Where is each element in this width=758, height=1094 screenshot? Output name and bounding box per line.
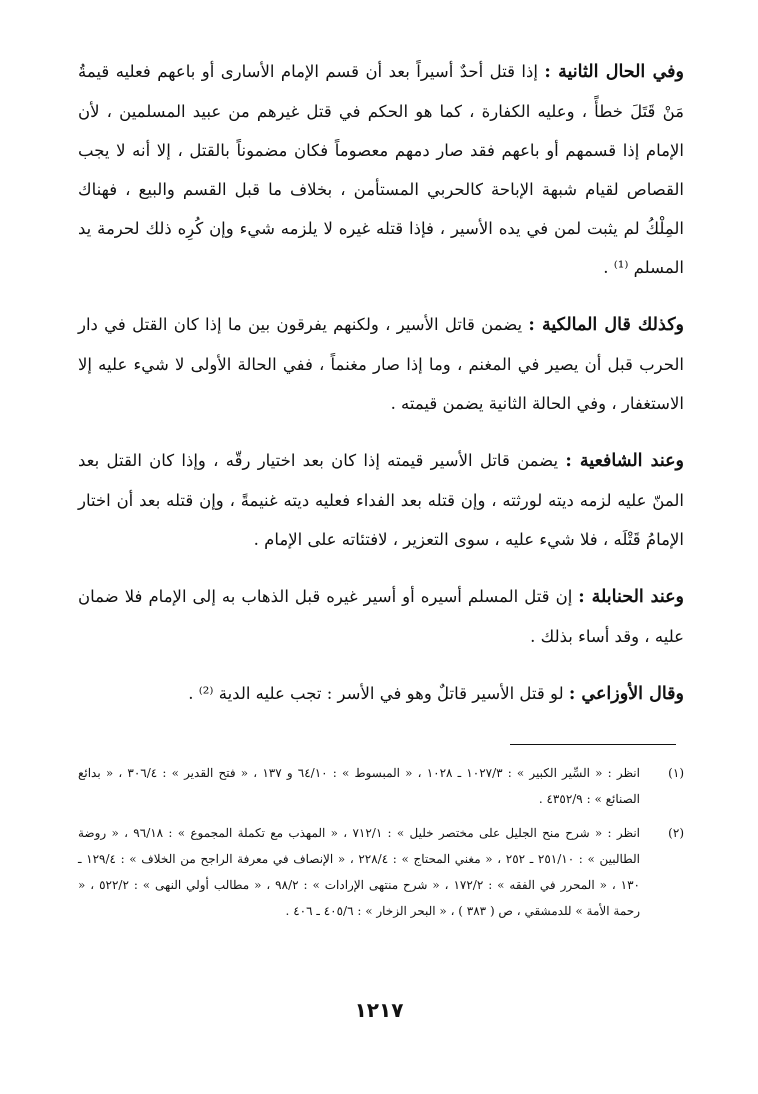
main-text <box>78 52 684 732</box>
paragraph-awzai <box>78 674 684 714</box>
paragraph-body: إن قتل المسلم أسيره أو أسير غيره قبل الذهاب به إلى الإمام فلا ضمان عليه ، وقد أساء بذلك . <box>78 587 684 646</box>
paragraph-lead: وقال الأوزاعي : <box>568 684 684 704</box>
paragraph-lead: وعند الحنابلة : <box>578 587 684 607</box>
paragraph-shafiiyya <box>78 441 684 559</box>
footnote-separator <box>510 744 676 745</box>
paragraph-lead: وفي الحال الثانية : <box>544 62 684 82</box>
footnote-number: (٢) <box>668 826 684 840</box>
paragraph-second-state <box>78 52 684 287</box>
footnote-text: انظر : « السِّير الكبير » : ١٠٢٧/٣ ـ ١٠٢٨ ، « المبسوط » : ٦٤/١٠ و ١٣٧ ، « فتح القدير » : ٣٠٦/٤ ، « بدائع الصنائع » : ٤٣٥٢/٩ . <box>78 766 640 806</box>
paragraph-lead: وعند الشافعية : <box>565 451 684 471</box>
paragraph-body: يضمن قاتل الأسير ، ولكنهم يفرقون بين ما إذا كان القتل في دار الحرب قبل أن يصير في المغنم ، وما إذا صار مغنماً ، ففي الحالة الأولى لا شيء عليه إلا الاستغفار ، وفي الحالة الثانية يضمن قيمته . <box>78 315 684 413</box>
footnote-text: انظر : « شرح منح الجليل على مختصر خليل » : ٧١٢/١ ، « المهذب مع تكملة المجموع » : ٩٦/١٨ ، « روضة الطالبين » : ٢٥١/١٠ ـ ٢٥٢ ، « مغني المحتاج » : ٢٢٨/٤ ، « الإنصاف في معرفة الراجح من الخلاف » : ١٢٩/٤ ـ ١٣٠ ، « المحرر في الفقه » : ١٧٢/٢ ، « شرح منتهى الإرادات » : ٩٨/٢ ، « مطالب أولي النهى » : ٥٢٢/٢ ، « رحمة الأمة » للدمشقي ، ص ( ٣٨٣ ) ، « البحر الزخار » : ٤٠٥/٦ ـ ٤٠٦ . <box>78 826 640 918</box>
paragraph-body: إذا قتل أحدٌ أسيراً بعد أن قسم الإمام الأسارى أو باعهم فعليه قيمةُ مَنْ قَتَلَ خطأً ، وعليه الكفارة ، كما هو الحكم في قتل غيرهم من عبيد المسلمين ، لأن الإمام إذا قسمهم أو باعهم فقد صار دمهم معصوماً فكان مضموناً بالقتل ، إلا أنه لا يجب القصاص لقيام شبهة الإباحة كالحربي المستأمن ، بخلاف ما قبل القسم والبيع ، فهناك المِلْكُ لم يثبت لمن في يده الأسير ، فإذا قتله غيره لا يلزمه شيء وإن كُرِه ذلك لحرمة يد المسلم ⁽¹⁾ . <box>78 62 684 277</box>
footnotes <box>78 760 684 932</box>
paragraph-body: لو قتل الأسير قاتلٌ وهو في الأسر : تجب عليه الدية ⁽²⁾ . <box>188 684 564 703</box>
footnote-number: (١) <box>668 766 684 780</box>
footnote-item <box>78 820 684 924</box>
paragraph-hanabila <box>78 577 684 656</box>
footnote-item <box>78 760 684 812</box>
paragraph-body: يضمن قاتل الأسير قيمته إذا كان بعد اختيار رقّه ، وإذا كان القتل بعد المنّ عليه لزمه ديته لورثته ، وإن قتله بعد الفداء فعليه ديته غنيمةً ، وإن قتله بعد أن اختار الإمامُ قَتْلَه ، فلا شيء عليه ، سوى التعزير ، لافتئاته على الإمام . <box>78 451 684 549</box>
paragraph-lead: وكذلك قال المالكية : <box>528 315 684 335</box>
page-number: ١٢١٧ <box>354 998 404 1022</box>
paragraph-malikiyya <box>78 305 684 423</box>
